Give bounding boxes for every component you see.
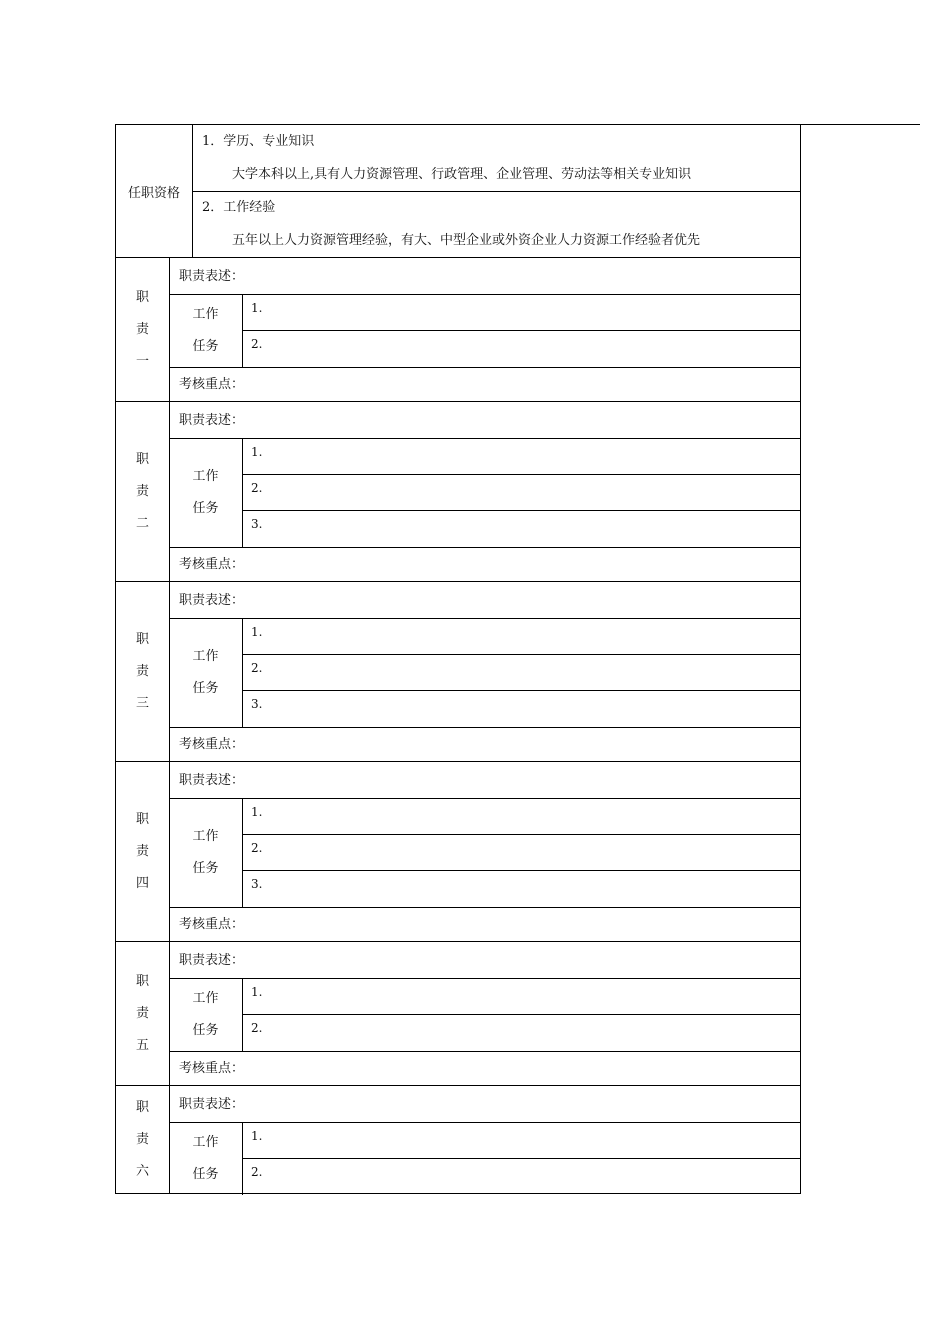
qualification-education [192,125,800,192]
qualification-education-title: 1．学历、专业知识 [202,134,315,149]
duty-description-row [169,582,800,618]
duty-rows [169,582,800,761]
work-task-number: 2. [251,1165,263,1179]
duty-block [115,1085,801,1194]
assessment-focus-label: 考核重点： [179,377,245,392]
work-task-items [242,979,800,1051]
work-task-label-line: 工作 [192,829,219,844]
duty-description-label: 职责表述： [179,413,245,428]
assessment-focus-row [169,546,800,582]
duty-label-char: 五 [135,1037,149,1053]
work-task-section [169,798,800,908]
work-task-number: 1. [251,1129,263,1143]
work-task-label-line: 任务 [192,339,219,354]
work-task-label-line: 工作 [192,1135,219,1150]
work-task-number: 3. [251,877,263,891]
assessment-focus-label: 考核重点： [179,1061,245,1076]
work-task-item [242,834,800,871]
work-task-number: 2. [251,661,263,675]
work-task-number: 2. [251,481,263,495]
work-task-number: 3. [251,697,263,711]
duty-rows [169,942,800,1085]
work-task-section [169,618,800,728]
assessment-focus-row [169,1050,800,1086]
duty-label [116,1086,170,1193]
duty-block [115,401,801,582]
work-task-item [242,690,800,727]
duty-label-char: 职 [135,973,149,989]
work-task-section [169,438,800,548]
work-task-label-lines [192,821,218,885]
qualification-education-text: 大学本科以上,具有人力资源管理、行政管理、企业管理、劳动法等相关专业知识 [232,167,692,182]
work-task-label [169,619,243,727]
work-task-label-line: 任务 [192,861,219,876]
duty-label-chars [136,966,149,1062]
work-task-label-line: 任务 [192,1023,219,1038]
work-task-number: 2. [251,841,263,855]
duty-label-char: 一 [135,353,149,369]
work-task-item [242,510,800,547]
duty-label-char: 二 [135,515,149,531]
work-task-label-line: 任务 [192,1167,219,1182]
work-task-item [242,330,800,367]
work-task-label [169,979,243,1051]
duty-description-row [169,258,800,294]
work-task-item [242,799,800,835]
job-description-form [115,124,801,1194]
duties-list [115,257,801,1194]
qualification-experience-text: 五年以上人力资源管理经验，有大、中型企业或外资企业人力资源工作经验者优先 [232,233,701,248]
duty-label-char: 三 [135,695,149,711]
duty-description-row [169,1086,800,1122]
work-task-number: 1. [251,985,263,999]
work-task-label [169,439,243,547]
work-task-label [169,1123,243,1195]
duty-description-row [169,402,800,438]
work-task-items [242,439,800,547]
duty-rows [169,1086,800,1193]
work-task-items [242,619,800,727]
work-task-item [242,619,800,655]
work-task-items [242,295,800,367]
duty-label-char: 责 [135,663,149,679]
work-task-label-lines [192,461,218,525]
duty-rows [169,258,800,401]
duty-label-chars [136,1092,149,1188]
duty-label-char: 职 [135,1099,149,1115]
work-task-label-lines [192,1127,218,1191]
work-task-item [242,439,800,475]
work-task-label-line: 任务 [192,501,219,516]
work-task-label-line: 工作 [192,307,219,322]
assessment-focus-row [169,366,800,402]
work-task-number: 2. [251,1021,263,1035]
duty-label-char: 责 [135,483,149,499]
work-task-items [242,1123,800,1195]
work-task-items [242,799,800,907]
work-task-section [169,1122,800,1195]
qualification-label: 任职资格 [116,125,193,257]
duty-label-char: 责 [135,1005,149,1021]
duty-rows [169,402,800,581]
work-task-number: 1. [251,805,263,819]
assessment-focus-label: 考核重点： [179,917,245,932]
duty-label-char: 责 [135,843,149,859]
work-task-item [242,1014,800,1051]
work-task-item [242,474,800,511]
duty-block [115,257,801,402]
duty-block [115,581,801,762]
duty-label-char: 责 [135,321,149,337]
assessment-focus-label: 考核重点： [179,737,245,752]
qualification-experience [192,191,800,257]
duty-description-label: 职责表述： [179,773,245,788]
work-task-item [242,1158,800,1195]
work-task-number: 2. [251,337,263,351]
work-task-label [169,799,243,907]
duty-description-label: 职责表述： [179,953,245,968]
duty-label [116,762,170,941]
duty-description-label: 职责表述： [179,269,245,284]
work-task-number: 3. [251,517,263,531]
qualification-experience-title: 2．工作经验 [202,200,276,215]
duty-label-char: 四 [135,875,149,891]
work-task-label-line: 工作 [192,991,219,1006]
duty-description-label: 职责表述： [179,1097,245,1112]
duty-description-label: 职责表述： [179,593,245,608]
work-task-label-line: 工作 [192,469,219,484]
work-task-label-lines [192,983,218,1047]
duty-description-row [169,762,800,798]
work-task-label [169,295,243,367]
margin-rule-line [800,124,920,125]
work-task-label-line: 工作 [192,649,219,664]
work-task-label-lines [192,299,218,363]
assessment-focus-label: 考核重点： [179,557,245,572]
duty-block [115,941,801,1086]
work-task-number: 1. [251,445,263,459]
qualification-section [115,124,801,258]
duty-label-char: 职 [135,289,149,305]
duty-label-chars [136,624,149,720]
work-task-number: 1. [251,625,263,639]
duty-label-chars [136,282,149,378]
duty-label [116,402,170,581]
duty-label-char: 职 [135,811,149,827]
duty-block [115,761,801,942]
duty-label-chars [136,804,149,900]
work-task-section [169,294,800,368]
work-task-number: 1. [251,301,263,315]
assessment-focus-row [169,726,800,762]
work-task-label-lines [192,641,218,705]
assessment-focus-row [169,906,800,942]
duty-label [116,258,170,401]
duty-label-char: 责 [135,1131,149,1147]
duty-label-char: 职 [135,451,149,467]
work-task-item [242,295,800,331]
duty-label-char: 职 [135,631,149,647]
work-task-section [169,978,800,1052]
duty-label [116,582,170,761]
work-task-label-line: 任务 [192,681,219,696]
duty-rows [169,762,800,941]
duty-label-chars [136,444,149,540]
duty-label [116,942,170,1085]
work-task-item [242,654,800,691]
work-task-item [242,979,800,1015]
work-task-item [242,870,800,907]
duty-label-char: 六 [135,1163,149,1179]
duty-description-row [169,942,800,978]
work-task-item [242,1123,800,1159]
